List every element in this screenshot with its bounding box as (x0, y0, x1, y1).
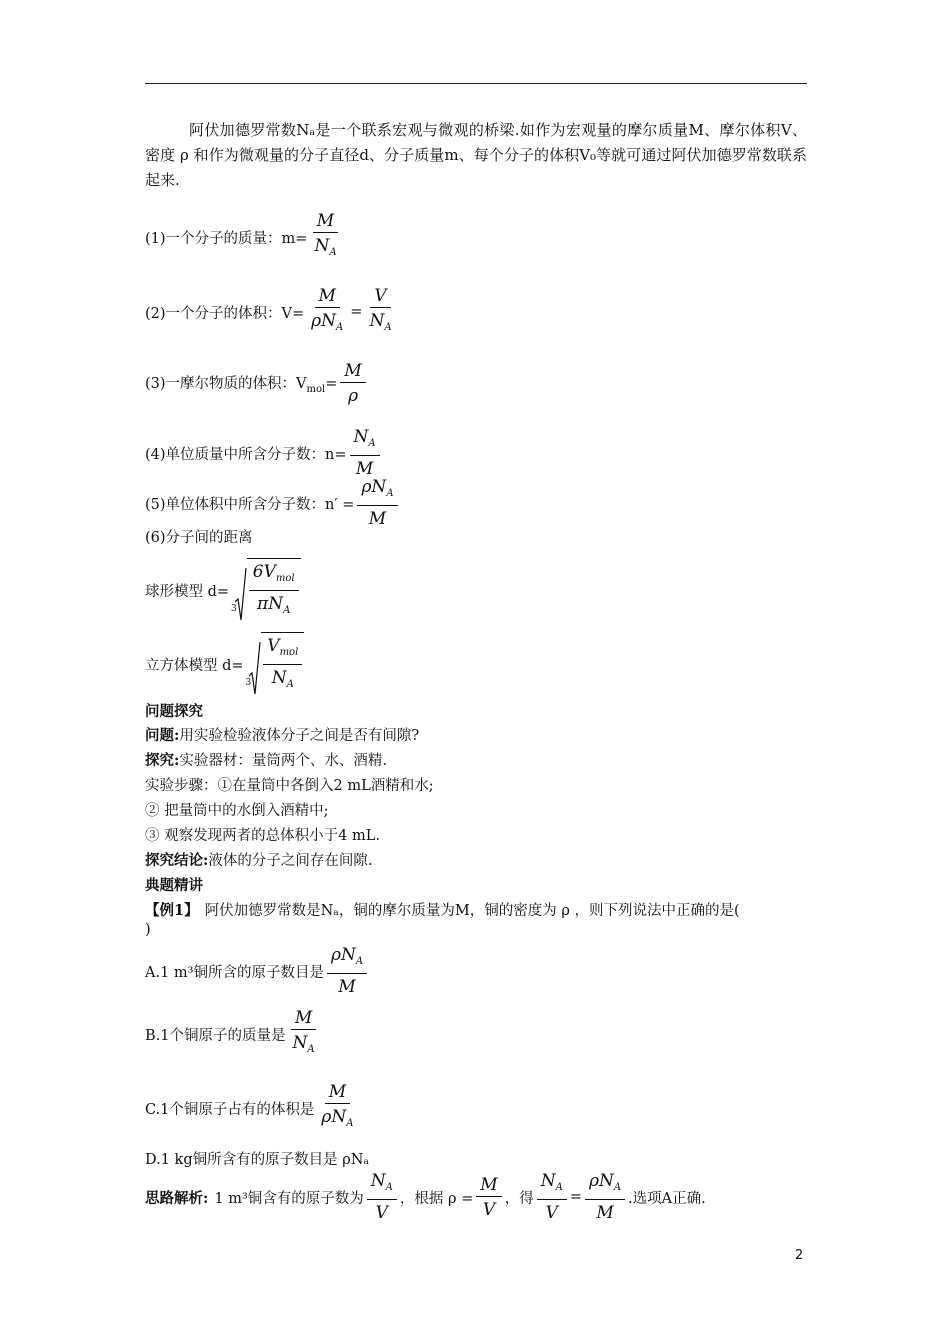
analysis-text-3: ，得 (504, 1190, 534, 1207)
analysis-f2-numerator: M (476, 1174, 501, 1197)
option-a-numerator (327, 944, 367, 974)
formula-5 (145, 476, 401, 530)
option-c-text: C.1个铜原子占有的体积是 (145, 1101, 315, 1118)
option-c-denominator (317, 1104, 357, 1135)
formula-2b-denominator (365, 308, 395, 339)
radical-sign-icon (249, 642, 261, 696)
formula-3-denominator: ρ (348, 386, 359, 406)
num-sub: A (555, 1182, 563, 1193)
conclusion-label: 探究结论: (145, 852, 209, 869)
analysis-fraction-2 (476, 1174, 501, 1221)
header-rule (145, 83, 807, 84)
analysis-f1-numerator (367, 1170, 397, 1200)
option-a (145, 944, 370, 998)
page-number: 2 (795, 1248, 804, 1263)
num-sub: mol (279, 647, 299, 658)
example-question (145, 899, 740, 920)
option-c-fraction (317, 1081, 357, 1135)
den-main: N (292, 1033, 308, 1053)
formula-3-numerator: M (340, 360, 365, 383)
cube-label: 立方体模型 d= (145, 657, 244, 674)
option-a-denominator: M (338, 977, 356, 997)
analysis-fraction-3 (537, 1170, 567, 1224)
analysis (145, 1170, 706, 1224)
label-sub: mol (306, 384, 326, 395)
den-sub: A (346, 1118, 354, 1129)
formula-2-label: (2)一个分子的体积：V= (145, 305, 305, 322)
den-main: ρN (321, 1107, 347, 1127)
num-main: N (540, 1171, 556, 1191)
option-c-numerator: M (325, 1081, 350, 1104)
sphere-radicand (247, 558, 301, 622)
formula-1-denominator (310, 233, 340, 264)
formula-4-label: (4)单位质量中所含分子数：n= (145, 446, 347, 463)
analysis-text-2: ，根据 ρ = (399, 1190, 474, 1207)
conclusion-text: 液体的分子之间存在间隙. (208, 853, 373, 869)
formula-2 (145, 285, 399, 339)
inquiry-conclusion (145, 849, 372, 870)
formula-4-fraction (350, 426, 380, 480)
label-eq: = (325, 376, 338, 392)
option-d-text: D.1 kg铜所含有的原子数目是 ρNₐ (145, 1152, 370, 1168)
explore-label: 探究: (145, 752, 180, 769)
formula-3-label (145, 372, 337, 395)
root-index: 3 (245, 678, 252, 688)
analysis-equals: = (569, 1189, 582, 1205)
formula-1-fraction (310, 210, 340, 264)
den-main: πN (257, 594, 284, 614)
formula-5-numerator (357, 476, 397, 506)
example-question-end: ) (145, 922, 151, 938)
formula-5-fraction (357, 476, 397, 530)
formula-2-equals: = (350, 304, 363, 320)
option-b-text: B.1个铜原子的质量是 (145, 1027, 286, 1044)
den-main: N (314, 236, 330, 256)
formula-2a-numerator: M (315, 285, 340, 308)
formula-1 (145, 210, 344, 264)
formula-5-label: (5)单位体积中所含分子数：n′ = (145, 496, 355, 513)
num-main: ρN (361, 477, 387, 497)
sphere-model (145, 558, 301, 622)
den-main: N (271, 668, 287, 688)
den-main: ρN (311, 311, 337, 331)
example-tag: 【例1】 (145, 902, 199, 919)
formula-6-text: (6)分子间的距离 (145, 530, 253, 546)
cube-denominator (268, 665, 298, 696)
analysis-f3-denominator: V (545, 1203, 558, 1223)
num-sub: A (355, 956, 364, 967)
question-label: 问题: (145, 727, 180, 744)
formula-4 (145, 426, 383, 480)
inquiry-heading: 问题探究 (145, 703, 203, 720)
num-main: ρN (588, 1171, 614, 1191)
analysis-label: 思路解析: (145, 1189, 209, 1207)
option-b-denominator (289, 1030, 319, 1061)
sphere-cube-root (231, 558, 301, 622)
formula-6-label (145, 526, 253, 547)
analysis-f4-numerator (585, 1170, 625, 1200)
formula-2a-denominator (307, 308, 347, 339)
inquiry-explore (145, 749, 387, 770)
formula-1-label: (1)一个分子的质量：m= (145, 230, 308, 247)
example-heading: 典题精讲 (145, 877, 203, 894)
num-main: N (353, 427, 369, 447)
formula-2-fraction-a (307, 285, 347, 339)
analysis-fraction-1 (367, 1170, 397, 1224)
sphere-denominator (253, 591, 294, 622)
inquiry-step-3: ③ 观察发现两者的总体积小于4 mL. (145, 828, 380, 844)
example-question-text: 阿伏加德罗常数是Nₐ，铜的摩尔质量为M，铜的密度为 ρ ，则下列说法中正确的是( (204, 903, 740, 919)
formula-4-denominator: M (355, 459, 374, 479)
option-b (145, 1007, 322, 1061)
formula-2-fraction-b (365, 285, 395, 339)
formula-3-fraction (340, 360, 365, 407)
den-sub: A (384, 322, 392, 333)
formula-5-denominator: M (368, 509, 387, 529)
analysis-f1-denominator: V (375, 1203, 388, 1223)
option-d (145, 1148, 369, 1169)
formula-1-numerator: M (313, 210, 338, 233)
inquiry-question (145, 724, 419, 745)
option-a-text: A.1 m³铜所含的原子数目是 (145, 964, 324, 981)
option-a-fraction (327, 944, 367, 998)
num-main: 6V (252, 562, 276, 582)
option-b-fraction (289, 1007, 319, 1061)
cube-radicand (261, 632, 304, 696)
option-c (145, 1081, 361, 1135)
den-sub: A (336, 322, 344, 333)
analysis-f3-numerator (537, 1170, 567, 1200)
analysis-fraction-4 (585, 1170, 625, 1224)
inquiry-step-1: 实验步骤：①在量筒中各倒入2 mL酒精和水; (145, 778, 434, 794)
inquiry-step-2: ② 把量筒中的水倒入酒精中; (145, 803, 329, 819)
den-main: N (369, 311, 385, 331)
analysis-f4-denominator: M (596, 1203, 614, 1223)
den-sub: A (329, 247, 337, 258)
analysis-f2-denominator: V (482, 1199, 496, 1220)
cube-cube-root (246, 632, 305, 696)
analysis-text-1: 1 m³铜含有的原子数为 (214, 1190, 364, 1207)
num-sub: A (386, 488, 394, 499)
cube-model (145, 632, 304, 696)
intro-paragraph: 阿伏加德罗常数Nₐ是一个联系宏观与微观的桥梁.如作为宏观量的摩尔质量M、摩尔体积V、密度 ρ 和作为微观量的分子直径d、分子质量m、每个分子的体积V₀等就可通过阿伏加德罗常数联系起来. (145, 121, 807, 189)
den-sub: A (286, 679, 294, 690)
sphere-fraction (249, 561, 299, 622)
num-main: V (267, 636, 280, 656)
num-sub: A (613, 1182, 622, 1193)
analysis-text-4: .选项A正确. (628, 1190, 706, 1207)
num-sub: A (385, 1182, 393, 1193)
den-sub: A (307, 1044, 315, 1055)
label-main: (3)一摩尔物质的体积：V (145, 376, 307, 392)
sphere-numerator (249, 561, 299, 591)
num-sub: A (368, 438, 376, 449)
root-index: 3 (231, 604, 237, 614)
den-sub: A (283, 605, 291, 616)
num-main: ρN (330, 945, 356, 965)
cube-numerator (263, 635, 302, 665)
num-sub: mol (275, 573, 295, 584)
formula-4-numerator (350, 426, 380, 456)
sphere-label: 球形模型 d= (145, 583, 230, 600)
formula-3 (145, 360, 369, 407)
explore-text: 实验器材：量筒两个、水、酒精. (179, 753, 387, 769)
num-main: N (370, 1171, 386, 1191)
cube-fraction (263, 635, 302, 696)
option-b-numerator: M (291, 1007, 316, 1030)
question-text: 用实验检验液体分子之间是否有间隙? (179, 728, 420, 744)
formula-2b-numerator: V (370, 285, 390, 308)
radical-sign-icon (235, 568, 247, 622)
